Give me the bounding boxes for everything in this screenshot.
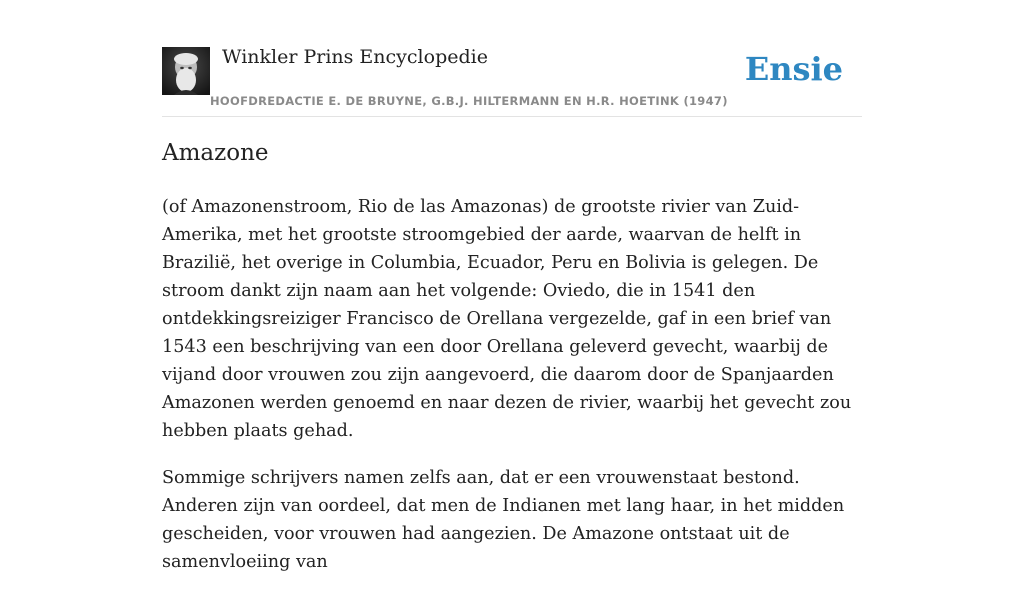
source-avatar[interactable]: [162, 47, 210, 95]
source-header: [162, 46, 862, 117]
article-title: Amazone: [162, 140, 269, 166]
source-editors: HOOFDREDACTIE E. DE BRUYNE, G.B.J. HILTERMANN EN H.R. HOETINK (1947): [210, 94, 728, 108]
article-body: [162, 193, 862, 595]
ensie-logo[interactable]: Ensie: [744, 50, 843, 88]
article-paragraph: Sommige schrijvers namen zelfs aan, dat er een vrouwenstaat bestond. Anderen zijn van oordeel, dat men de Indianen met lang haar, in het midden gescheiden, voor vrouwen had aangezien. De Amazone ontstaat uit de samenvloeiing van: [162, 468, 845, 572]
portrait-icon: [162, 47, 210, 95]
source-title[interactable]: Winkler Prins Encyclopedie: [222, 46, 488, 68]
article-paragraph: (of Amazonenstroom, Rio de las Amazonas) de grootste rivier van Zuid-Amerika, met het grootste stroomgebied der aarde, waarvan de helft in Brazilië, het overige in Columbia, Ecuador, Peru en Bolivia is gelegen. De stroom dankt zijn naam aan het volgende: Oviedo, die in 1541 den ontdekkingsreiziger Francisco de Orellana vergezelde, gaf in een brief van 1543 een beschrijving van een door Orellana geleverd gevecht, waarbij de vijand door vrouwen zou zijn aangevoerd, die daarom door de Spanjaarden Amazonen werden genoemd en naar dezen de rivier, waarbij het gevecht zou hebben plaats gehad.: [162, 197, 852, 441]
